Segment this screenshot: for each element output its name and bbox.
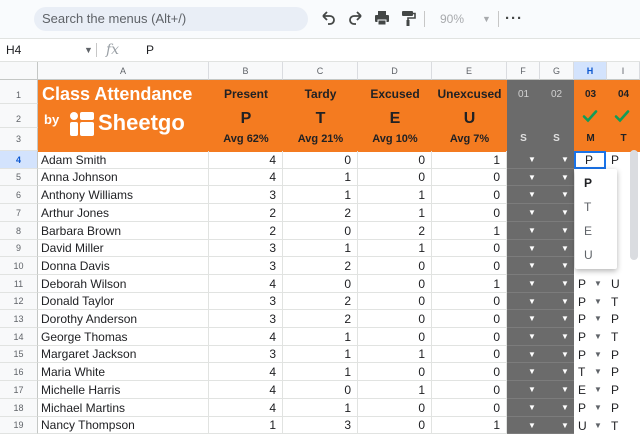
sheetgo-brand: Sheetgo — [98, 110, 185, 135]
count-cell[interactable]: 1 — [283, 363, 358, 381]
unexcused-header: Unexcused — [437, 87, 502, 101]
count-cell[interactable]: 0 — [358, 417, 432, 434]
count-cell[interactable]: 0 — [283, 275, 358, 293]
more-icon[interactable]: ··· — [505, 10, 523, 27]
redo-icon[interactable] — [346, 9, 366, 29]
dropdown-arrow-icon[interactable]: ▼ — [561, 367, 569, 376]
count-cell[interactable]: 1 — [432, 417, 507, 434]
row-header[interactable]: 8 — [0, 222, 38, 240]
attendance-value[interactable]: E — [578, 383, 587, 397]
student-name[interactable]: Dorothy Anderson — [38, 310, 209, 328]
dropdown-arrow-icon[interactable]: ▼ — [594, 332, 602, 341]
dropdown-option-e[interactable]: E — [584, 224, 593, 238]
count-cell[interactable]: 1 — [283, 186, 358, 204]
tardy-header: Tardy — [304, 87, 337, 101]
attendance-value[interactable]: P — [578, 277, 587, 291]
dropdown-arrow-icon[interactable]: ▼ — [561, 172, 569, 182]
count-cell[interactable]: 2 — [283, 310, 358, 328]
student-name[interactable]: Anna Johnson — [38, 169, 209, 186]
name-box[interactable]: H4 — [6, 43, 22, 57]
student-name[interactable]: Maria White — [38, 363, 209, 381]
count-cell[interactable]: 3 — [209, 186, 283, 204]
dropdown-arrow-icon[interactable]: ▼ — [561, 296, 569, 306]
count-cell[interactable]: 0 — [432, 310, 507, 328]
dropdown-arrow-icon[interactable]: ▼ — [561, 261, 569, 270]
count-cell[interactable]: 2 — [209, 204, 283, 222]
count-cell[interactable]: 0 — [432, 204, 507, 222]
sheetgo-logo-icon — [70, 112, 96, 136]
student-name[interactable]: George Thomas — [38, 328, 209, 346]
count-cell[interactable]: 0 — [283, 151, 358, 169]
dropdown-arrow-icon[interactable]: ▼ — [561, 349, 569, 359]
count-cell[interactable]: 3 — [209, 293, 283, 310]
count-cell[interactable]: 1 — [358, 186, 432, 204]
row-header[interactable]: 6 — [0, 186, 38, 204]
dropdown-arrow-icon[interactable]: ▼ — [528, 403, 536, 412]
dropdown-arrow-icon[interactable]: ▼ — [594, 420, 602, 430]
count-cell[interactable]: 0 — [432, 346, 507, 363]
row-header[interactable]: 10 — [0, 257, 38, 275]
formula-divider — [96, 43, 97, 57]
row-header[interactable]: 11 — [0, 275, 38, 293]
row-header[interactable]: 12 — [0, 293, 38, 310]
row-header[interactable]: 16 — [0, 363, 38, 381]
row-header[interactable]: 3 — [0, 128, 38, 151]
attendance-value[interactable]: P — [611, 383, 620, 397]
count-cell[interactable]: 0 — [432, 240, 507, 257]
count-cell[interactable]: 0 — [358, 310, 432, 328]
dropdown-arrow-icon[interactable]: ▼ — [561, 190, 569, 199]
row-header[interactable]: 5 — [0, 169, 38, 186]
row-header[interactable]: 18 — [0, 399, 38, 417]
count-cell[interactable]: 4 — [209, 363, 283, 381]
count-cell[interactable]: 1 — [358, 346, 432, 363]
column-header-g[interactable]: G — [540, 62, 574, 80]
day-number: 02 — [550, 89, 563, 100]
count-cell[interactable]: 4 — [209, 169, 283, 186]
dropdown-option-u[interactable]: U — [584, 248, 593, 262]
student-name[interactable]: Margaret Jackson — [38, 346, 209, 363]
day-number: 03 — [584, 89, 597, 100]
day-number: 01 — [517, 89, 530, 100]
dropdown-arrow-icon[interactable]: ▼ — [561, 403, 569, 412]
attendance-value[interactable]: T — [611, 294, 619, 309]
count-cell[interactable]: 2 — [209, 222, 283, 240]
student-name[interactable]: Barbara Brown — [38, 222, 209, 240]
student-name[interactable]: Nancy Thompson — [38, 417, 209, 434]
checkmark-icon — [614, 108, 630, 124]
dropdown-arrow-icon[interactable]: ▼ — [528, 420, 536, 430]
dropdown-arrow-icon[interactable]: ▼ — [561, 314, 569, 323]
vertical-scrollbar[interactable] — [630, 150, 638, 260]
dropdown-arrow-icon[interactable]: ▼ — [528, 279, 536, 288]
count-cell[interactable]: 4 — [209, 328, 283, 346]
by-label: by — [44, 112, 60, 127]
attendance-value[interactable]: P — [578, 294, 587, 309]
excused-code: E — [389, 110, 401, 127]
present-average: Avg 62% — [223, 133, 269, 145]
attendance-value[interactable]: P — [578, 330, 587, 344]
dropdown-arrow-icon[interactable]: ▼ — [594, 314, 602, 323]
attendance-value[interactable]: P — [611, 347, 620, 362]
dropdown-arrow-icon[interactable]: ▼ — [528, 155, 536, 164]
excused-header: Excused — [370, 87, 420, 101]
attendance-value[interactable]: P — [611, 401, 620, 415]
dropdown-arrow-icon[interactable]: ▼ — [528, 349, 536, 359]
day-number: 04 — [617, 89, 630, 100]
toolbar-divider — [424, 11, 425, 27]
count-cell[interactable]: 1 — [358, 204, 432, 222]
count-cell[interactable]: 3 — [209, 257, 283, 275]
student-name[interactable]: Michelle Harris — [38, 381, 209, 399]
student-name[interactable]: Arthur Jones — [38, 204, 209, 222]
count-cell[interactable]: 0 — [358, 293, 432, 310]
row-header[interactable]: 17 — [0, 381, 38, 399]
dropdown-arrow-icon[interactable]: ▼ — [561, 208, 569, 217]
column-header-e[interactable]: E — [432, 62, 507, 80]
unexcused-code: U — [463, 110, 476, 127]
excused-average: Avg 10% — [372, 133, 418, 145]
dropdown-arrow-icon[interactable]: ▼ — [528, 261, 536, 270]
count-cell[interactable]: 0 — [358, 363, 432, 381]
attendance-value[interactable]: U — [611, 277, 620, 291]
count-cell[interactable]: 1 — [358, 381, 432, 399]
count-cell[interactable]: 2 — [283, 257, 358, 275]
zoom-value: 90% — [440, 12, 465, 26]
attendance-value[interactable]: P — [611, 153, 620, 167]
student-name[interactable]: David Miller — [38, 240, 209, 257]
chevron-down-icon[interactable]: ▼ — [84, 45, 93, 55]
count-cell[interactable]: 0 — [432, 399, 507, 417]
count-cell[interactable]: 1 — [432, 275, 507, 293]
dropdown-arrow-icon[interactable]: ▼ — [594, 385, 602, 394]
attendance-value[interactable]: T — [611, 418, 619, 433]
count-cell[interactable]: 3 — [209, 310, 283, 328]
dropdown-arrow-icon[interactable]: ▼ — [594, 367, 602, 376]
count-cell[interactable]: 3 — [283, 417, 358, 434]
attendance-value[interactable]: P — [611, 365, 620, 379]
dropdown-arrow-icon[interactable]: ▼ — [561, 385, 569, 394]
column-header-i[interactable]: I — [607, 62, 640, 80]
dropdown-arrow-icon[interactable]: ▼ — [528, 243, 536, 253]
student-name[interactable]: Michael Martins — [38, 399, 209, 417]
toolbar-divider — [498, 11, 499, 27]
dropdown-arrow-icon[interactable]: ▼ — [594, 349, 602, 359]
zoom-select[interactable] — [432, 9, 492, 29]
attendance-value[interactable]: T — [578, 365, 586, 379]
column-header-f[interactable]: F — [507, 62, 540, 80]
count-cell[interactable]: 1 — [283, 346, 358, 363]
tardy-average: Avg 21% — [297, 133, 344, 145]
dropdown-arrow-icon[interactable]: ▼ — [594, 403, 602, 412]
count-cell[interactable]: 2 — [358, 222, 432, 240]
column-header-b[interactable]: B — [209, 62, 283, 80]
count-cell[interactable]: 3 — [209, 240, 283, 257]
attendance-value[interactable]: P — [585, 153, 594, 167]
unexcused-average: Avg 7% — [449, 133, 490, 145]
count-cell[interactable]: 0 — [432, 293, 507, 310]
row-header[interactable]: 9 — [0, 240, 38, 257]
row-header[interactable]: 14 — [0, 328, 38, 346]
paint-format-icon[interactable] — [398, 9, 418, 29]
attendance-value[interactable]: P — [578, 312, 587, 326]
row-header[interactable]: 4 — [0, 151, 38, 169]
row-header[interactable]: 19 — [0, 417, 38, 434]
attendance-value[interactable]: P — [578, 347, 587, 362]
dropdown-option-p[interactable]: P — [584, 176, 593, 190]
present-header: Present — [223, 87, 269, 101]
dropdown-arrow-icon[interactable]: ▼ — [594, 279, 602, 288]
column-header-d[interactable]: D — [358, 62, 432, 80]
count-cell[interactable]: 4 — [209, 399, 283, 417]
dropdown-arrow-icon[interactable]: ▼ — [561, 420, 569, 430]
count-cell[interactable]: 0 — [432, 186, 507, 204]
toolbar — [0, 0, 640, 38]
column-header-h[interactable]: H — [574, 62, 607, 80]
count-cell[interactable]: 0 — [432, 169, 507, 186]
count-cell[interactable]: 4 — [209, 275, 283, 293]
row-header[interactable]: 15 — [0, 346, 38, 363]
count-cell[interactable]: 1 — [283, 399, 358, 417]
count-cell[interactable]: 0 — [358, 169, 432, 186]
dropdown-arrow-icon[interactable]: ▼ — [561, 226, 569, 235]
dropdown-arrow-icon[interactable]: ▼ — [528, 296, 536, 306]
dropdown-arrow-icon[interactable]: ▼ — [561, 155, 569, 164]
dropdown-arrow-icon[interactable]: ▼ — [528, 226, 536, 235]
count-cell[interactable]: 0 — [358, 257, 432, 275]
present-code: P — [240, 110, 252, 127]
dropdown-option-t[interactable]: T — [584, 200, 592, 214]
dropdown-arrow-icon[interactable]: ▼ — [528, 172, 536, 182]
dropdown-arrow-icon[interactable]: ▼ — [561, 279, 569, 288]
count-cell[interactable]: 0 — [358, 151, 432, 169]
attendance-value[interactable]: U — [578, 418, 587, 433]
count-cell[interactable]: 0 — [432, 328, 507, 346]
count-cell[interactable]: 2 — [283, 293, 358, 310]
dropdown-arrow-icon[interactable]: ▼ — [528, 385, 536, 394]
dropdown-arrow-icon[interactable]: ▼ — [528, 314, 536, 323]
dropdown-arrow-icon[interactable]: ▼ — [561, 332, 569, 341]
column-header-c[interactable]: C — [283, 62, 358, 80]
column-header-a[interactable]: A — [38, 62, 209, 80]
count-cell[interactable]: 4 — [209, 381, 283, 399]
count-cell[interactable]: 0 — [432, 363, 507, 381]
row-header[interactable]: 1 — [0, 80, 38, 104]
checkmark-icon — [582, 108, 598, 124]
day-of-week: M — [586, 133, 595, 144]
attendance-value[interactable]: T — [611, 330, 619, 344]
count-cell[interactable]: 4 — [209, 151, 283, 169]
count-cell[interactable]: 3 — [209, 346, 283, 363]
chevron-down-icon: ▼ — [482, 14, 491, 24]
search-menus-input[interactable]: Search the menus (Alt+/) — [34, 7, 308, 31]
attendance-dropdown — [575, 169, 617, 269]
count-cell[interactable]: 0 — [432, 257, 507, 275]
select-all-corner[interactable] — [0, 62, 38, 80]
sheet-title: Class Attendance — [42, 84, 193, 104]
fx-icon: fx — [106, 42, 120, 58]
row-header[interactable]: 2 — [0, 104, 38, 128]
dropdown-arrow-icon[interactable]: ▼ — [594, 296, 602, 306]
count-cell[interactable]: 0 — [358, 275, 432, 293]
dropdown-arrow-icon[interactable]: ▼ — [528, 332, 536, 341]
student-name[interactable]: Deborah Wilson — [38, 275, 209, 293]
day-of-week: S — [553, 133, 560, 144]
count-cell[interactable]: 1 — [283, 240, 358, 257]
dropdown-arrow-icon[interactable]: ▼ — [528, 208, 536, 217]
count-cell[interactable]: 0 — [283, 222, 358, 240]
count-cell[interactable]: 0 — [358, 399, 432, 417]
dropdown-arrow-icon[interactable]: ▼ — [528, 367, 536, 376]
student-name[interactable]: Donna Davis — [38, 257, 209, 275]
day-of-week: T — [620, 133, 627, 144]
student-name[interactable]: Adam Smith — [38, 151, 209, 169]
formula-input[interactable]: P — [146, 43, 155, 57]
dropdown-arrow-icon[interactable]: ▼ — [561, 243, 569, 253]
student-name[interactable]: Anthony Williams — [38, 186, 209, 204]
count-cell[interactable]: 1 — [209, 417, 283, 434]
day-of-week: S — [520, 133, 527, 144]
print-icon[interactable] — [372, 9, 392, 29]
count-cell[interactable]: 2 — [283, 204, 358, 222]
student-name[interactable]: Donald Taylor — [38, 293, 209, 310]
count-cell[interactable]: 1 — [283, 169, 358, 186]
count-cell[interactable]: 0 — [432, 381, 507, 399]
attendance-value[interactable]: P — [611, 312, 620, 326]
count-cell[interactable]: 1 — [432, 222, 507, 240]
active-cell-h4[interactable] — [574, 151, 606, 169]
count-cell[interactable]: 1 — [358, 240, 432, 257]
undo-icon[interactable] — [318, 9, 338, 29]
tardy-code: T — [315, 110, 326, 127]
dropdown-arrow-icon[interactable]: ▼ — [528, 190, 536, 199]
row-header[interactable]: 7 — [0, 204, 38, 222]
count-cell[interactable]: 0 — [283, 381, 358, 399]
row-header[interactable]: 13 — [0, 310, 38, 328]
count-cell[interactable]: 1 — [283, 328, 358, 346]
count-cell[interactable]: 0 — [358, 328, 432, 346]
attendance-value[interactable]: P — [578, 401, 587, 415]
count-cell[interactable]: 1 — [432, 151, 507, 169]
formula-bar — [0, 38, 640, 62]
